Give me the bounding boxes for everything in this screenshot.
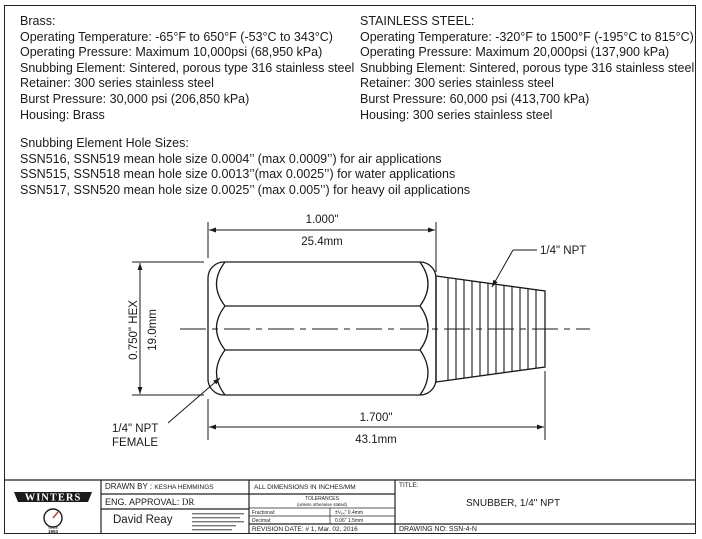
hex-flat-left — [217, 262, 226, 306]
winters-logo — [14, 492, 92, 534]
stainless-line: Housing: 300 series stainless steel — [360, 107, 553, 122]
top-dim-mm: 25.4mm — [301, 236, 343, 248]
stainless-line: Snubbing Element: Sintered, porous type 316 stainless steel — [360, 60, 695, 75]
stainless-line: Retainer: 300 series stainless steel — [360, 76, 554, 91]
female-label-1: 1/4" NPT — [112, 423, 159, 435]
hex-flat-left — [217, 350, 226, 395]
hole-sizes-heading: Snubbing Element Hole Sizes: — [20, 136, 189, 150]
npt-label: 1/4" NPT — [540, 245, 587, 257]
brass-line: Retainer: 300 series stainless steel — [20, 76, 214, 91]
hex-flat-right — [420, 350, 428, 395]
hole-size-line: SSN515, SSN518 mean hole size 0.0013’’(max 0.0025’’) for water applications — [20, 167, 456, 182]
eng-approval — [105, 497, 194, 507]
bottom-dim-inches: 1.700" — [359, 412, 393, 424]
hex-dim-inches: 0.750" HEX — [128, 300, 140, 360]
bottom-dimension — [208, 371, 545, 440]
dimensions-note: ALL DIMENSIONS IN INCHES/MM — [254, 484, 356, 491]
stainless-line: Burst Pressure: 60,000 psi (413,700 kPa) — [360, 91, 590, 106]
logo-year: 1953 — [47, 529, 59, 534]
brass-line: Operating Pressure: Maximum 10,000psi (68,950 kPa) — [20, 45, 323, 60]
brass-heading: Brass: — [20, 14, 56, 28]
stainless-line: Operating Temperature: -320°F to 1500°F (-195°C to 815°C) — [360, 29, 694, 44]
female-label-2: FEMALE — [112, 437, 159, 449]
drawn-by-label: DRAWN BY : — [105, 482, 153, 491]
bottom-dim-mm: 43.1mm — [355, 434, 397, 446]
brass-line: Operating Temperature: -65°F to 650°F (-53°C to 343°C) — [20, 29, 333, 44]
stainless-line: Operating Pressure: Maximum 20,000psi (137,900 kPa) — [360, 45, 670, 60]
drawn-by — [105, 482, 214, 491]
fractional-value: ±⅟₆₄" 0.4mm — [335, 509, 364, 516]
drawing-title: SNUBBER, 1/4" NPT — [466, 498, 561, 509]
revision-date: REVISION DATE: # 1, Mar. 02, 2016 — [252, 526, 358, 533]
drawn-by-value: KESHA HEMMINGS — [154, 484, 214, 491]
title-label: TITLE: — [399, 482, 419, 489]
logo-since: Since — [47, 525, 59, 530]
eng-approval-label: ENG. APPROVAL: — [105, 497, 180, 507]
tolerances-sub: (unless otherwise stated) — [296, 501, 348, 507]
npt-leader — [492, 250, 513, 287]
logo-text: WINTERS — [24, 492, 82, 504]
female-leader — [168, 378, 220, 423]
brass-line: Housing: Brass — [20, 107, 105, 122]
tolerances-title: TOLERANCES — [305, 496, 339, 502]
drawing-number: DRAWING NO: SSN-4-N — [399, 526, 477, 533]
hex-flat-left — [217, 306, 226, 350]
hole-size-line: SSN517, SSN520 mean hole size 0.0025’’ (max 0.005’’) for heavy oil applications — [20, 182, 471, 197]
hex-dim-mm: 19.0mm — [147, 309, 159, 351]
hex-flat-right — [420, 262, 428, 306]
signature-stamp — [192, 513, 244, 530]
brass-line: Snubbing Element: Sintered, porous type 316 stainless steel — [20, 60, 355, 75]
hex-flat-right — [420, 306, 428, 350]
fractional-label: Fractional: — [252, 509, 276, 516]
top-dim-inches: 1.000" — [305, 214, 339, 226]
eng-approval-value: DR — [181, 497, 195, 507]
decimal-label: Decimal: — [252, 517, 272, 524]
signature: David Reay — [113, 514, 173, 526]
gauge-needle-icon — [53, 512, 58, 518]
decimal-value: 0.06" 1.5mm — [335, 517, 364, 524]
stainless-heading: STAINLESS STEEL: — [360, 14, 475, 28]
hole-size-line: SSN516, SSN519 mean hole size 0.0004’’ (max 0.0009’’) for air applications — [20, 151, 442, 166]
brass-line: Burst Pressure: 30,000 psi (206,850 kPa) — [20, 91, 250, 106]
